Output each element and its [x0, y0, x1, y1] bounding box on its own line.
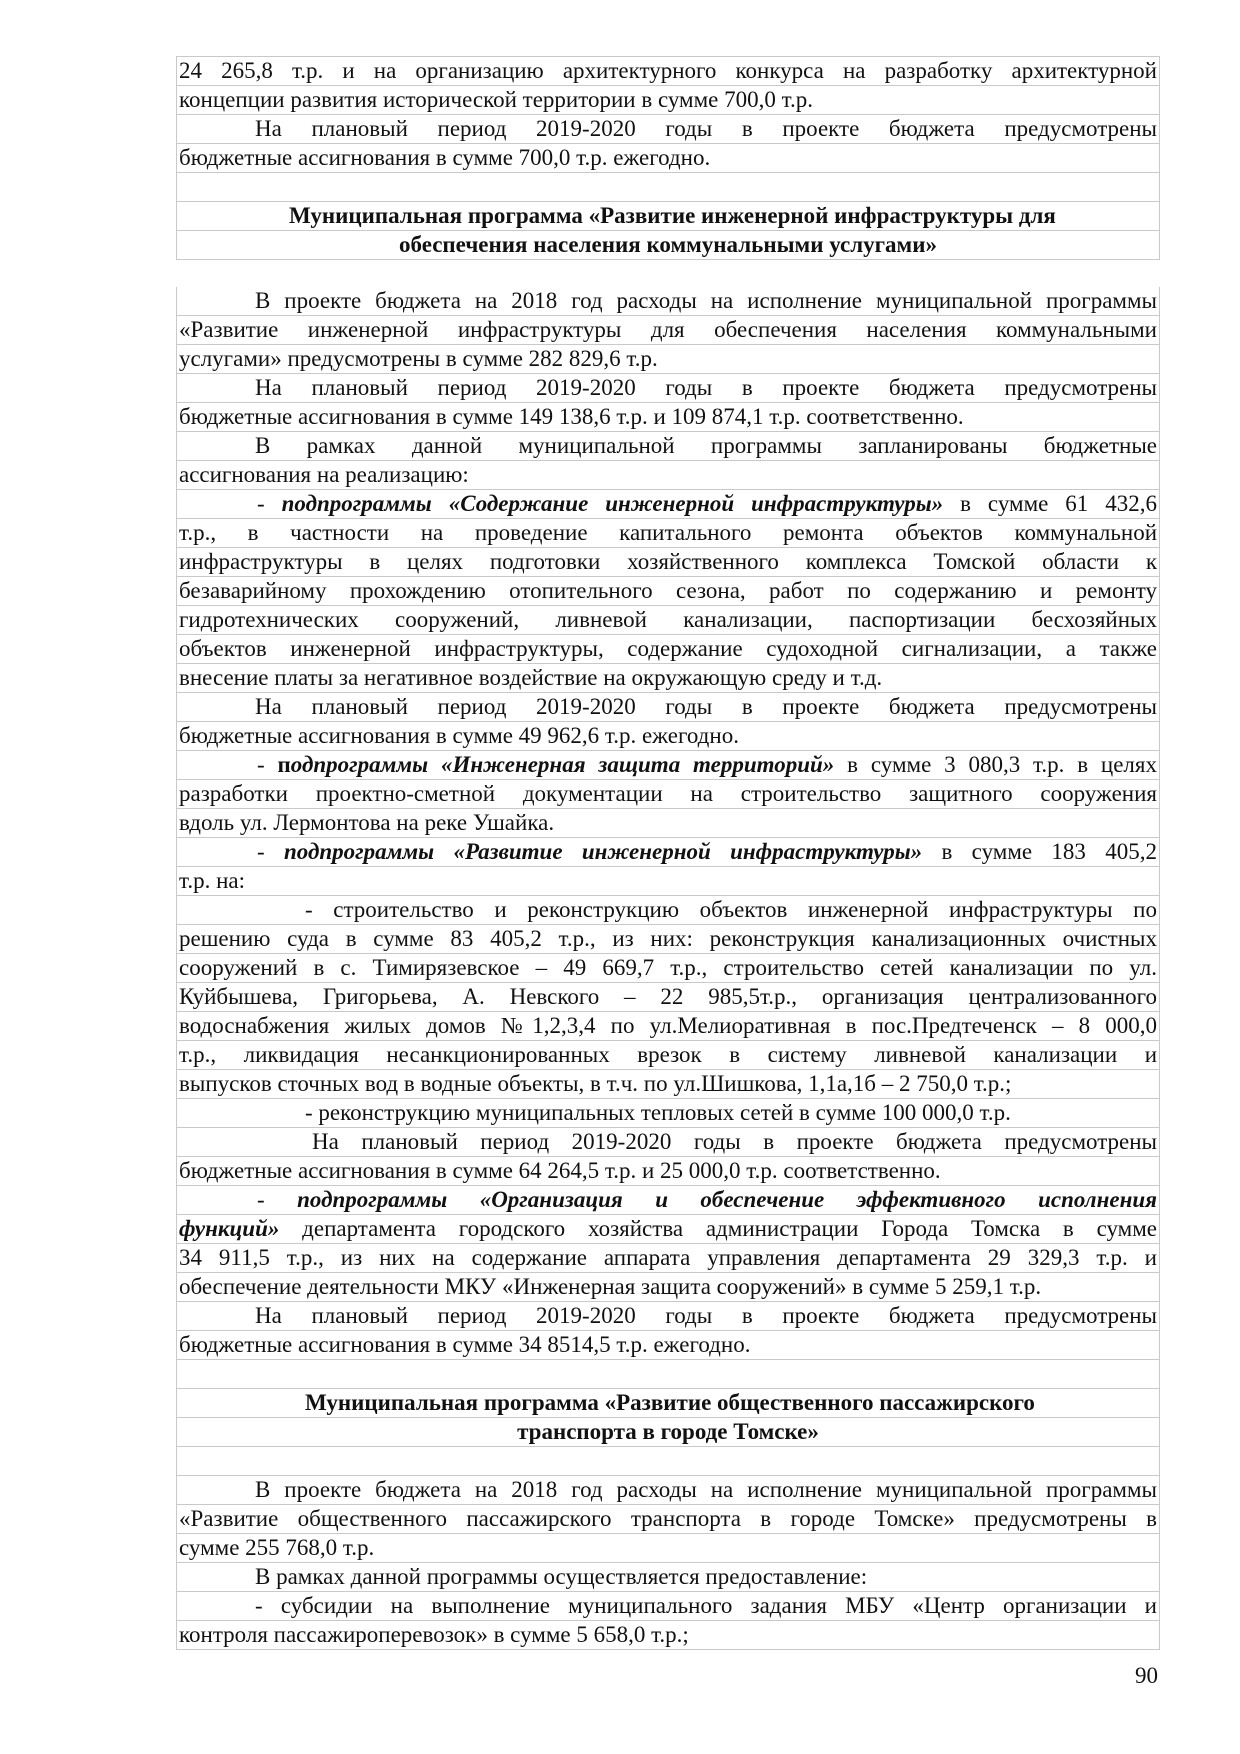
program-engineering-block — [176, 287, 1160, 1650]
text-line: внесение платы за негативное воздействие на окружающую среду и т.д. — [177, 664, 1159, 693]
text-line: разработки проектно-сметной документации на строительство защитного сооружения — [177, 780, 1159, 809]
subprogram-line: функций» департамента городского хозяйства администрации Города Томска в сумме — [177, 1215, 1159, 1244]
text-line: гидротехнических сооружений, ливневой канализации, паспортизации бесхозяйных — [177, 606, 1159, 635]
text-line: - субсидии на выполнение муниципального задания МБУ «Центр организации и — [177, 1592, 1159, 1621]
text-line: На плановый период 2019-2020 годы в проекте бюджета предусмотрены — [177, 1128, 1159, 1157]
text-line: обеспечение деятельности МКУ «Инженерная защита сооружений» в сумме 5 259,1 т.р. — [177, 1273, 1159, 1302]
subprogram-name: функций» — [179, 1216, 280, 1241]
text-line: сумме 255 768,0 т.р. — [177, 1534, 1159, 1563]
subprogram-name: подпрограммы «Содержание инженерной инфраструктуры» — [281, 491, 944, 516]
section-heading-line: обеспечения населения коммунальными услугами» — [177, 231, 1159, 260]
blank-line — [177, 173, 1159, 202]
text-line: бюджетные ассигнования в сумме 64 264,5 т.р. и 25 000,0 т.р. соответственно. — [177, 1157, 1159, 1186]
text-line: «Развитие инженерной инфраструктуры для обеспечения населения коммунальными — [177, 316, 1159, 345]
text-line: 34 911,5 т.р., из них на содержание аппарата управления департамента 29 329,3 т.р. и — [177, 1244, 1159, 1273]
text-line: бюджетные ассигнования в сумме 49 962,6 т.р. ежегодно. — [177, 722, 1159, 751]
text-line: Куйбышева, Григорьева, А. Невского – 22 985,5т.р., организация централизованного — [177, 983, 1159, 1012]
text-line: - реконструкцию муниципальных тепловых сетей в сумме 100 000,0 т.р. — [177, 1099, 1159, 1128]
subprogram-name: подпрограммы «Организация и обеспечение эффективного исполнения — [297, 1187, 1157, 1212]
text-line: На плановый период 2019-2020 годы в проекте бюджета предусмотрены — [177, 374, 1159, 403]
text-line: сооружений в с. Тимирязевское – 49 669,7 т.р., строительство сетей канализации по ул. — [177, 954, 1159, 983]
text-line: «Развитие общественного пассажирского транспорта в городе Томске» предусмотрены в — [177, 1505, 1159, 1534]
text-line: 24 265,8 т.р. и на организацию архитектурного конкурса на разработку архитектурной — [177, 57, 1159, 86]
text-line: объектов инженерной инфраструктуры, содержание судоходной сигнализации, а также — [177, 635, 1159, 664]
text-line: т.р., ликвидация несанкционированных врезок в систему ливневой канализации и — [177, 1041, 1159, 1070]
text-line: В проекте бюджета на 2018 год расходы на исполнение муниципальной программы — [177, 287, 1159, 316]
text-line: В рамках данной программы осуществляется предоставление: — [177, 1563, 1159, 1592]
text-line: услугами» предусмотрены в сумме 282 829,6 т.р. — [177, 345, 1159, 374]
text-line: бюджетные ассигнования в сумме 700,0 т.р. ежегодно. — [177, 144, 1159, 173]
text-line: инфраструктуры в целях подготовки хозяйственного комплекса Томской области к — [177, 548, 1159, 577]
text-line: бюджетные ассигнования в сумме 34 8514,5 т.р. ежегодно. — [177, 1331, 1159, 1360]
subprogram-line: - подпрограммы «Инженерная защита территорий» в сумме 3 080,3 т.р. в целях — [177, 751, 1159, 780]
subprogram-line: - подпрограммы «Развитие инженерной инфраструктуры» в сумме 183 405,2 — [177, 838, 1159, 867]
section-heading-line: Муниципальная программа «Развитие общественного пассажирского — [177, 1389, 1159, 1418]
subprogram-name: одпрограммы «Инженерная защита территорий» — [290, 752, 835, 777]
text-line: т.р. на: — [177, 867, 1159, 896]
text-line: ассигнования на реализацию: — [177, 461, 1159, 490]
subprogram-line: - подпрограммы «Организация и обеспечение эффективного исполнения — [177, 1186, 1159, 1215]
text-line: На плановый период 2019-2020 годы в проекте бюджета предусмотрены — [177, 693, 1159, 722]
section-heading-line: Муниципальная программа «Развитие инженерной инфраструктуры для — [177, 202, 1159, 231]
text-line: водоснабжения жилых домов №1,2,3,4 по ул.Мелиоративная в пос.Предтеченск – 8 000,0 — [177, 1012, 1159, 1041]
blank-line — [177, 1360, 1159, 1389]
blank-line — [177, 1447, 1159, 1476]
text-line: бюджетные ассигнования в сумме 149 138,6 т.р. и 109 874,1 т.р. соответственно. — [177, 403, 1159, 432]
text-line: контроля пассажироперевозок» в сумме 5 658,0 т.р.; — [177, 1621, 1159, 1650]
text-line: решению суда в сумме 83 405,2 т.р., из них: реконструкция канализационных очистных — [177, 925, 1159, 954]
section-heading-line: транспорта в городе Томске» — [177, 1418, 1159, 1447]
intro-paragraph-block — [176, 56, 1160, 260]
text-line: концепции развития исторической территории в сумме 700,0 т.р. — [177, 86, 1159, 115]
text-line: На плановый период 2019-2020 годы в проекте бюджета предусмотрены — [177, 115, 1159, 144]
text-line: В рамках данной муниципальной программы запланированы бюджетные — [177, 432, 1159, 461]
text-line: т.р., в частности на проведение капитального ремонта объектов коммунальной — [177, 519, 1159, 548]
text-line: безаварийному прохождению отопительного сезона, работ по содержанию и ремонту — [177, 577, 1159, 606]
text-line: На плановый период 2019-2020 годы в проекте бюджета предусмотрены — [177, 1302, 1159, 1331]
text-line: - строительство и реконструкцию объектов инженерной инфраструктуры по — [177, 896, 1159, 925]
subprogram-name: подпрограммы «Развитие инженерной инфраструктуры» — [283, 839, 923, 864]
text-line: В проекте бюджета на 2018 год расходы на исполнение муниципальной программы — [177, 1476, 1159, 1505]
subprogram-line: - подпрограммы «Содержание инженерной инфраструктуры» в сумме 61 432,6 — [177, 490, 1159, 519]
text-line: вдоль ул. Лермонтова на реке Ушайка. — [177, 809, 1159, 838]
text-line: выпусков сточных вод в водные объекты, в т.ч. по ул.Шишкова, 1,1а,1б – 2 750,0 т.р.; — [177, 1070, 1159, 1099]
page-number: 90 — [1135, 1663, 1158, 1688]
